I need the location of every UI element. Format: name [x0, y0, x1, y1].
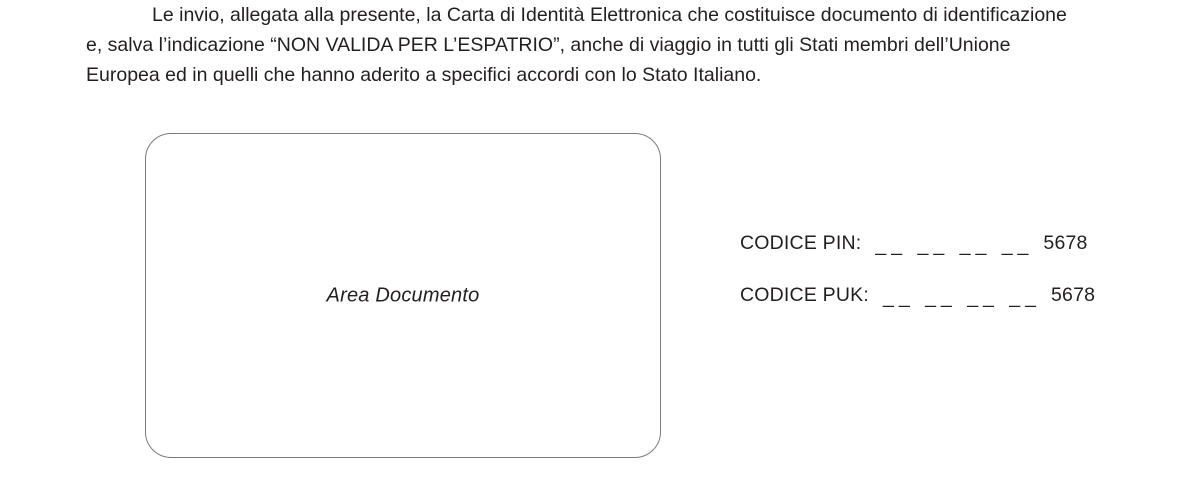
- letter-line-2: e, salva l’indicazione “NON VALIDA PER L’ESPATRIO”, anche di viaggio in tutti gli Stati membri dell’Unione: [86, 34, 1011, 56]
- document-area-label: Area Documento: [326, 284, 480, 306]
- pin-code-digits: 5678: [1043, 232, 1088, 254]
- pin-code-mask: __ __ __ __: [875, 234, 1034, 256]
- document-area-placeholder: [145, 133, 661, 458]
- codes-block: [740, 232, 1160, 336]
- puk-code-digits: 5678: [1051, 284, 1096, 306]
- puk-code-label: CODICE PUK:: [740, 284, 869, 306]
- pin-code-label: CODICE PIN:: [740, 232, 862, 254]
- puk-code-mask: __ __ __ __: [882, 286, 1041, 308]
- letter-line-1: Le invio, allegata alla presente, la Carta di Identità Elettronica che costituisce documento di identificazione: [152, 4, 1067, 26]
- letter-line-3: Europea ed in quelli che hanno aderito a specifici accordi con lo Stato Italiano.: [86, 64, 762, 86]
- letter-paragraph: [86, 0, 1108, 90]
- puk-code-row: [740, 284, 1160, 307]
- pin-code-row: [740, 232, 1160, 255]
